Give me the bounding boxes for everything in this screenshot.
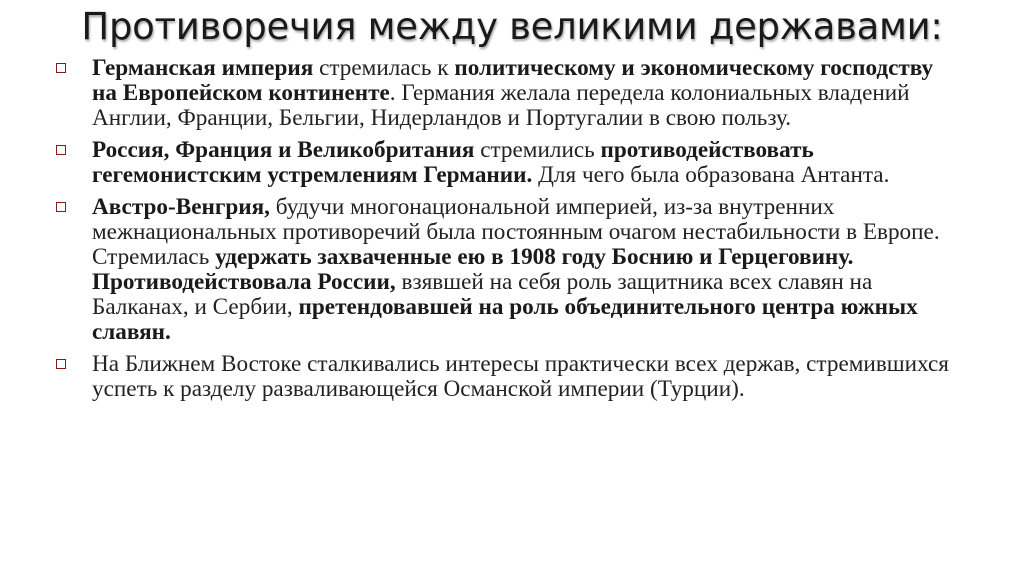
bullet-item-germany [56,56,956,131]
bullet-text: Для чего была образована Антанта. [532,162,890,188]
bullet-item-austria-hungary [56,195,956,345]
bullet-text-bold: Россия, Франция и Великобритания [92,137,475,163]
bullet-item-middle-east [56,352,956,402]
bullet-text-bold: удержать захваченные ею в 1908 году Боснию и Герцеговину. Противодействовала России, [92,244,854,295]
bullet-text-bold: политическому и экономическому господству на Европейском континенте [92,55,934,106]
bullet-text: взявшей на себя роль защитника всех славян на Балканах, и Сербии, [92,269,873,320]
square-bullet-icon [56,145,66,155]
bullet-item-entente [56,138,956,188]
square-bullet-icon [56,63,66,73]
square-bullet-icon [56,359,66,369]
bullet-text: стремилась к [313,55,455,81]
bullet-text-bold: претендовавшей на роль объединительного центра южных славян. [92,294,918,345]
slide-title: Противоречия между великими державами: [81,5,943,48]
square-bullet-icon [56,202,66,212]
bullet-text: На Ближнем Востоке сталкивались интересы практически всех держав, стремившихся успеть к разделу разваливающейся Османской империи (Турции). [92,351,949,402]
bullet-text-bold: противодействовать гегемонистским устремлениям Германии. [92,137,814,188]
bullet-text: стремились [474,137,601,163]
bullet-text: будучи многонациональной империей, из-за внутренних межнациональных противоречий была постоянным очагом нестабильности в Европе. Стремилась [92,194,940,270]
bullet-text: . Германия желала передела колониальных владений Англии, Франции, Бельгии, Нидерландов и Португалии в свою пользу. [92,80,910,131]
bullet-list [56,56,956,409]
bullet-text-bold: Австро-Венгрия, [92,194,270,220]
bullet-text-bold: Германская империя [92,55,314,81]
